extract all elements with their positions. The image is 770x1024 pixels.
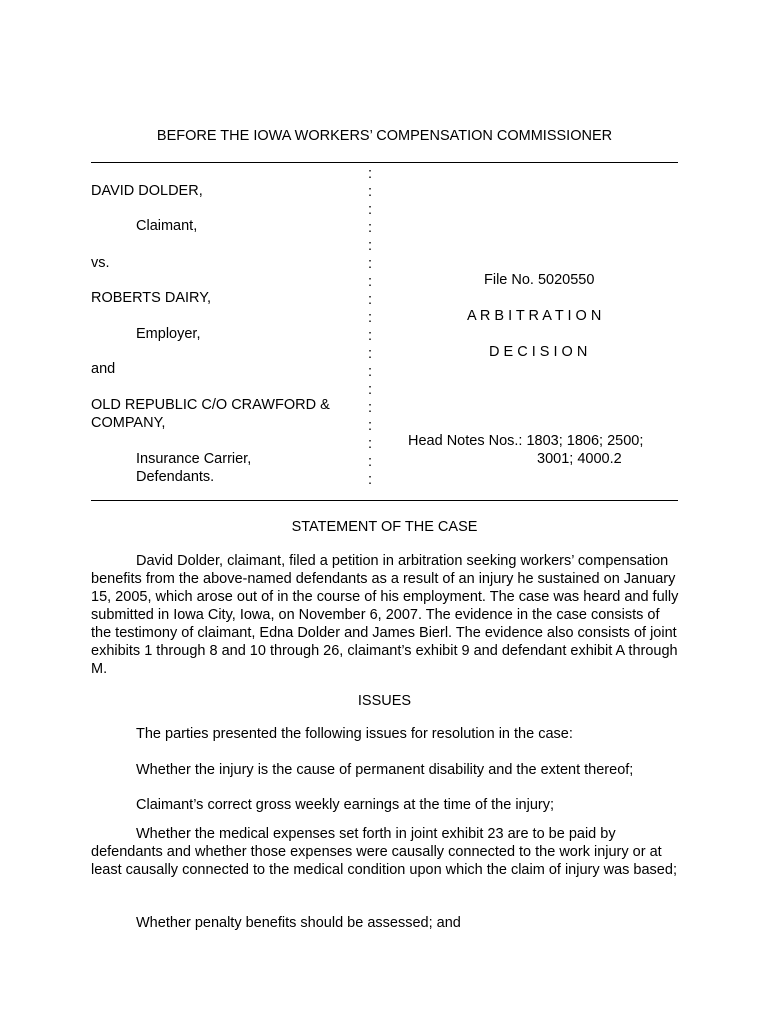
employer-name: ROBERTS DAIRY, [91,290,212,306]
caption-colon-divider: : : : : : : : : : : : : : : : : : : [368,166,373,485]
document-title: BEFORE THE IOWA WORKERS’ COMPENSATION COMMISSIONER [156,128,613,144]
decision-type-line2: D E C I S I O N [489,344,588,360]
versus-label: vs. [91,255,110,271]
head-notes-line2: 3001; 4000.2 [537,451,622,467]
and-label: and [91,361,116,377]
caption-top-rule [91,162,678,163]
defendants-label: Defendants. [136,469,215,485]
employer-role: Employer, [136,326,201,342]
issue-item: Whether the medical expenses set forth in joint exhibit 23 are to be paid by defendants and whether those expenses were causally connected to the work injury or at least causally connected to the medical condition upon which the claim of injury was based; [91,826,677,878]
issue-item: Whether penalty benefits should be assessed; and [136,915,461,931]
decision-type-line1: A R B I T R A T I O N [467,308,602,324]
carrier-role: Insurance Carrier, [136,451,252,467]
statement-paragraph: David Dolder, claimant, filed a petition in arbitration seeking workers’ compensation benefits from the above-named defendants as a result of an injury he sustained on January 15, 2005, which arose out of in the course of his employment. The case was heard and fully submitted in Iowa City, Iowa, on November 6, 2007. The evidence in the case consists of the testimony of claimant, Edna Dolder and James Bierl. The evidence also consists of joint exhibits 1 through 8 and 10 through 26, claimant’s exhibit 9 and defendant exhibit A through M. [91,553,679,677]
issues-intro: The parties presented the following issues for resolution in the case: [136,726,573,742]
carrier-name-line2: COMPANY, [91,415,166,431]
issues-heading: ISSUES [357,693,412,709]
issue-item: Whether the injury is the cause of permanent disability and the extent thereof; [136,762,634,778]
claimant-role: Claimant, [136,218,198,234]
carrier-name-line1: OLD REPUBLIC C/O CRAWFORD & [91,397,330,413]
file-number: File No. 5020550 [484,272,595,288]
issue-item: Claimant’s correct gross weekly earnings at the time of the injury; [136,797,554,813]
statement-heading: STATEMENT OF THE CASE [291,519,478,535]
caption-bottom-rule [91,500,678,501]
claimant-name: DAVID DOLDER, [91,183,203,199]
head-notes-line1: Head Notes Nos.: 1803; 1806; 2500; [408,433,644,449]
